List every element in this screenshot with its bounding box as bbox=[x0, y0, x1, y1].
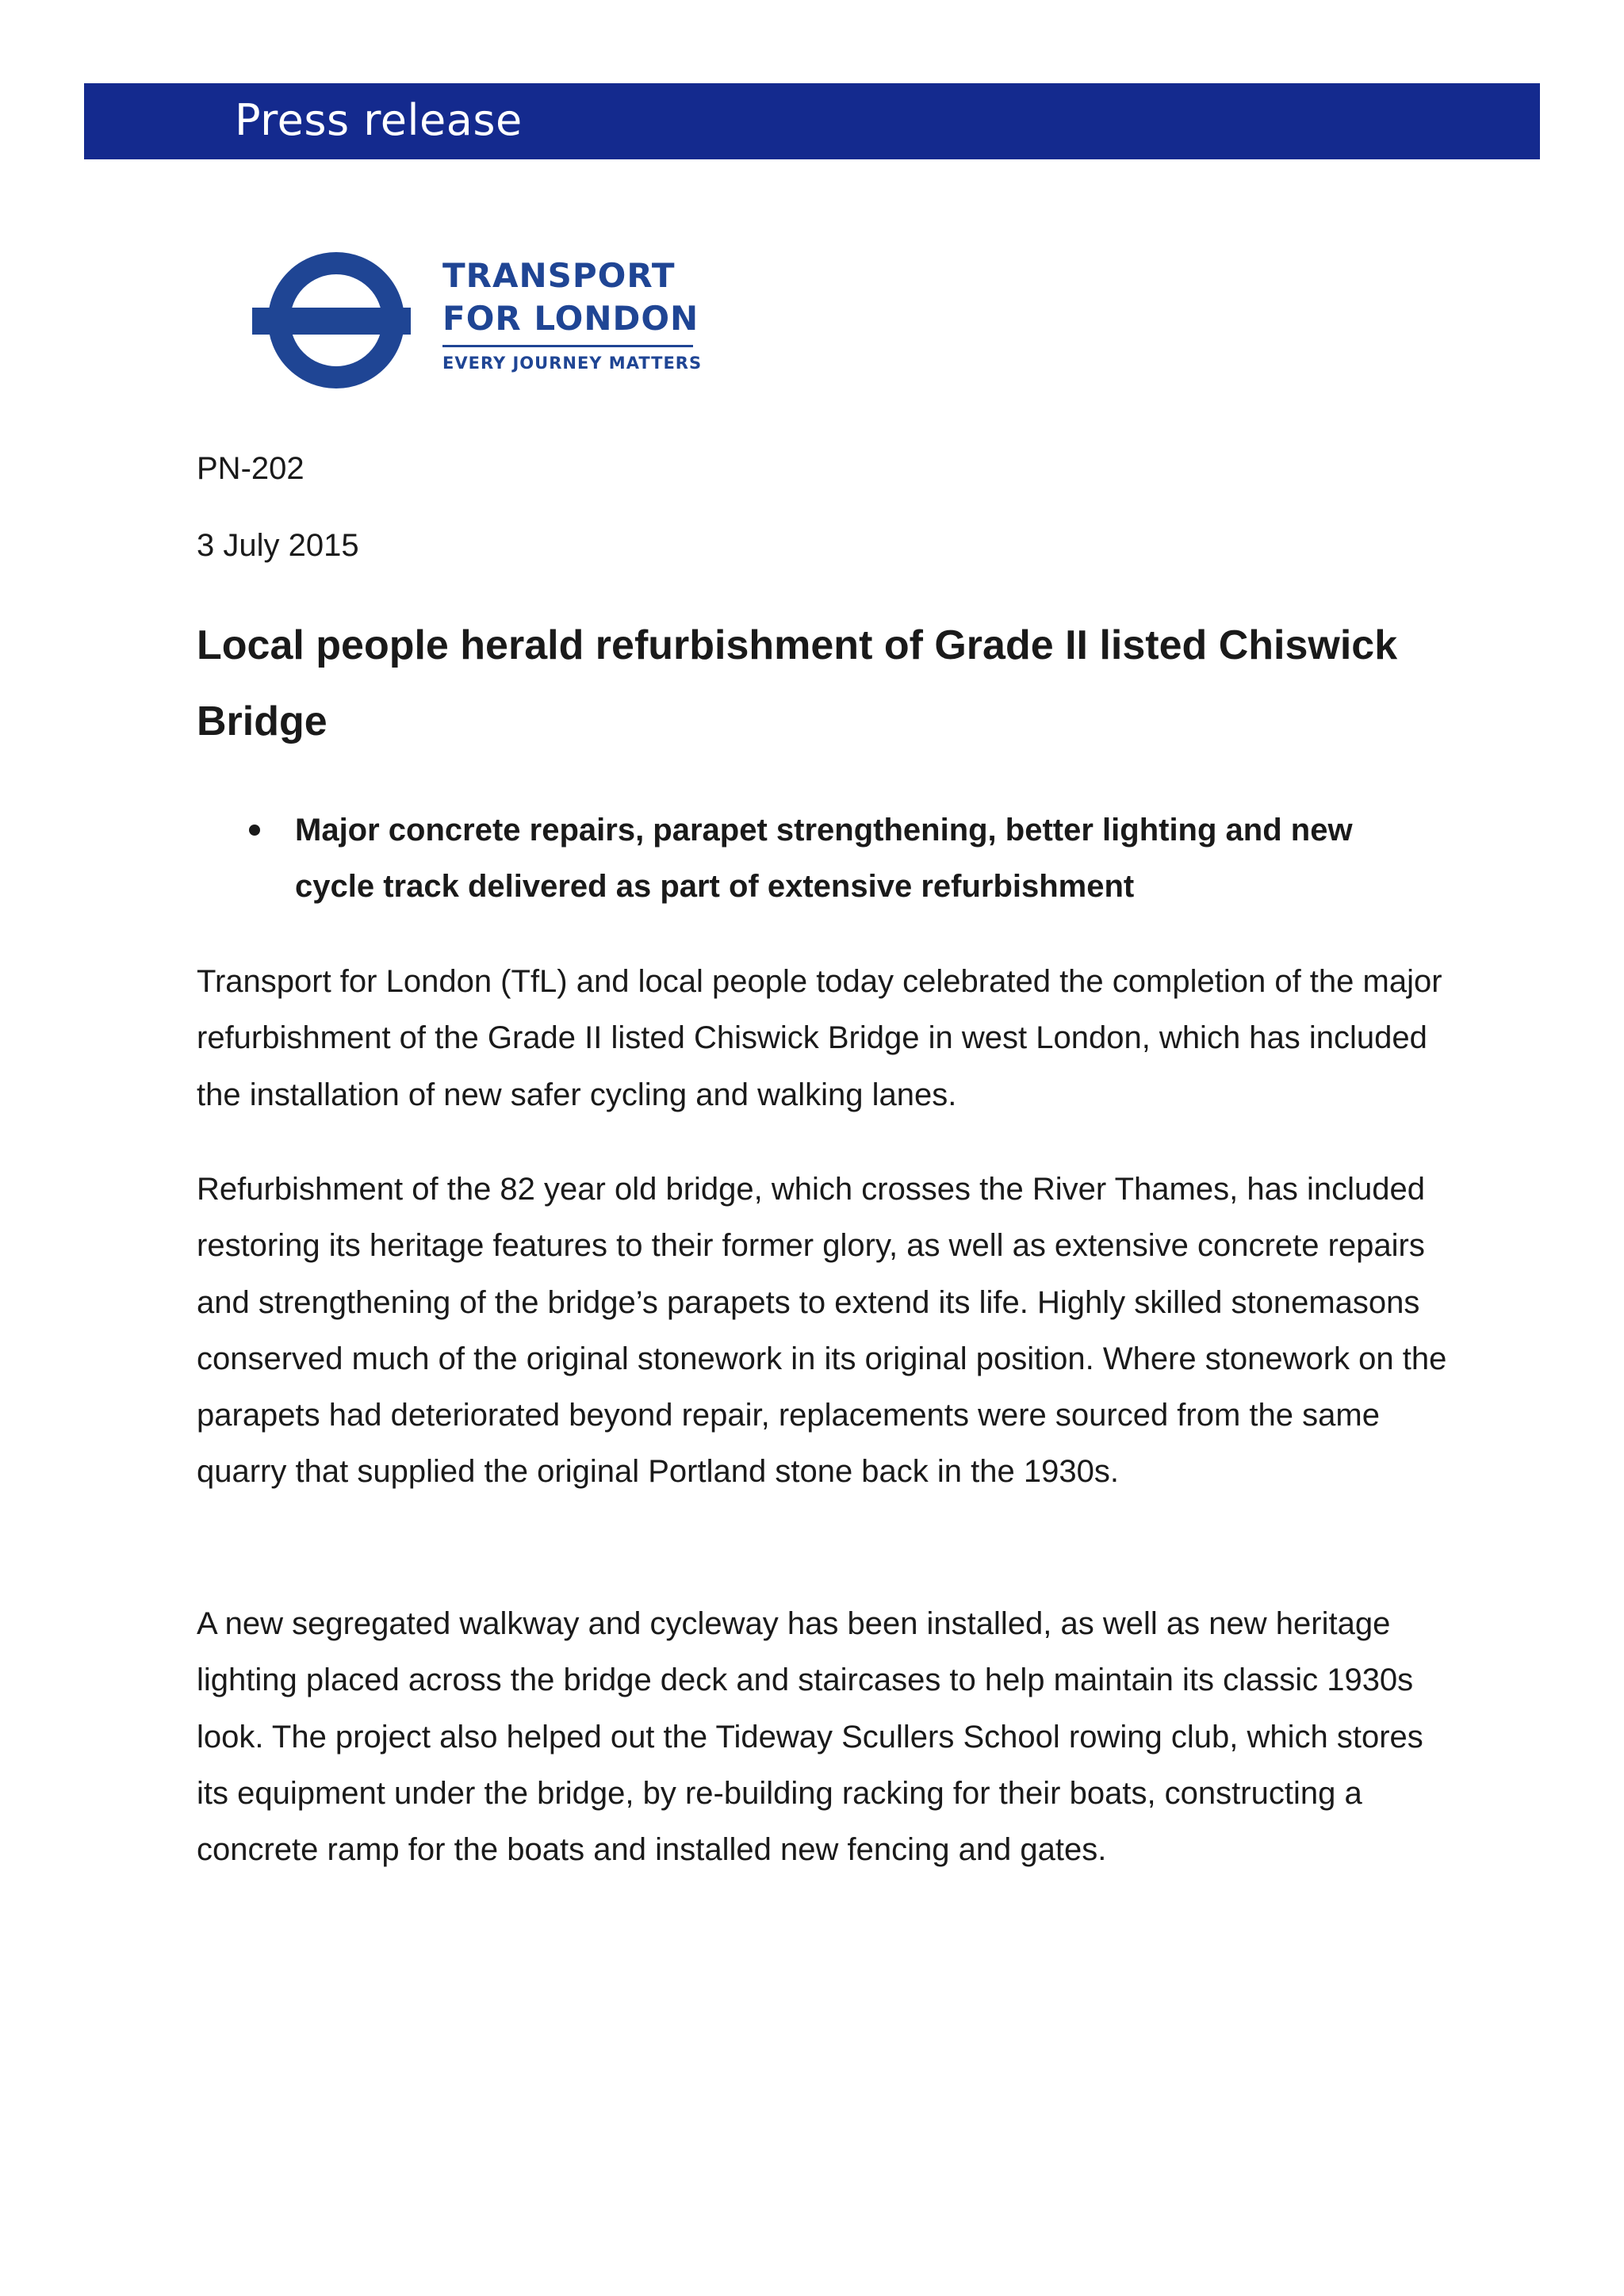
press-release-date: 3 July 2015 bbox=[197, 528, 359, 563]
logo-line-1: TRANSPORT bbox=[442, 256, 676, 295]
logo-tagline: EVERY JOURNEY MATTERS bbox=[442, 354, 703, 373]
bullet-dot-icon bbox=[249, 825, 260, 836]
body-paragraph-1: Transport for London (TfL) and local people today celebrated the completion of the major refurbishment of the Grade II listed Chiswick Bridge in west London, which has included the installation of new safer cycling and walking lanes. bbox=[197, 964, 1442, 1112]
press-release-banner bbox=[84, 83, 1540, 159]
logo-divider bbox=[442, 345, 693, 347]
summary-bullet-list bbox=[197, 802, 1434, 915]
body-paragraph-2: Refurbishment of the 82 year old bridge, which crosses the River Thames, has included restoring its heritage features to their former glory, as well as extensive concrete repairs and strengthening of the bridge’s parapets to extend its life. Highly skilled stonemasons conserved much of the original stonework in its original position. Where stonework on the parapets had deteriorated beyond repair, replacements were sourced from the same quarry that supplied the original Portland stone back in the 1930s. bbox=[197, 1172, 1447, 1490]
headline: Local people herald refurbishment of Grade II listed Chiswick Bridge bbox=[197, 622, 1398, 744]
summary-bullet-text: Major concrete repairs, parapet strengthening, better lighting and new cycle track delivered as part of extensive refurbishment bbox=[295, 813, 1353, 904]
press-release-reference: PN-202 bbox=[197, 451, 304, 486]
logo-line-2: FOR LONDON bbox=[442, 299, 699, 338]
body-paragraph-3: A new segregated walkway and cycleway has been installed, as well as new heritage lighting placed across the bridge deck and staircases to help maintain its classic 1930s look. The project also helped out the Tideway Scullers School rowing club, which stores its equipment under the bridge, by re-building racking for their boats, constructing a concrete ramp for the boats and installed new fencing and gates. bbox=[197, 1606, 1423, 1868]
banner-title: Press release bbox=[235, 95, 523, 145]
tfl-logo bbox=[252, 252, 703, 388]
tfl-roundel-icon bbox=[252, 252, 411, 388]
summary-bullet bbox=[197, 802, 1434, 915]
